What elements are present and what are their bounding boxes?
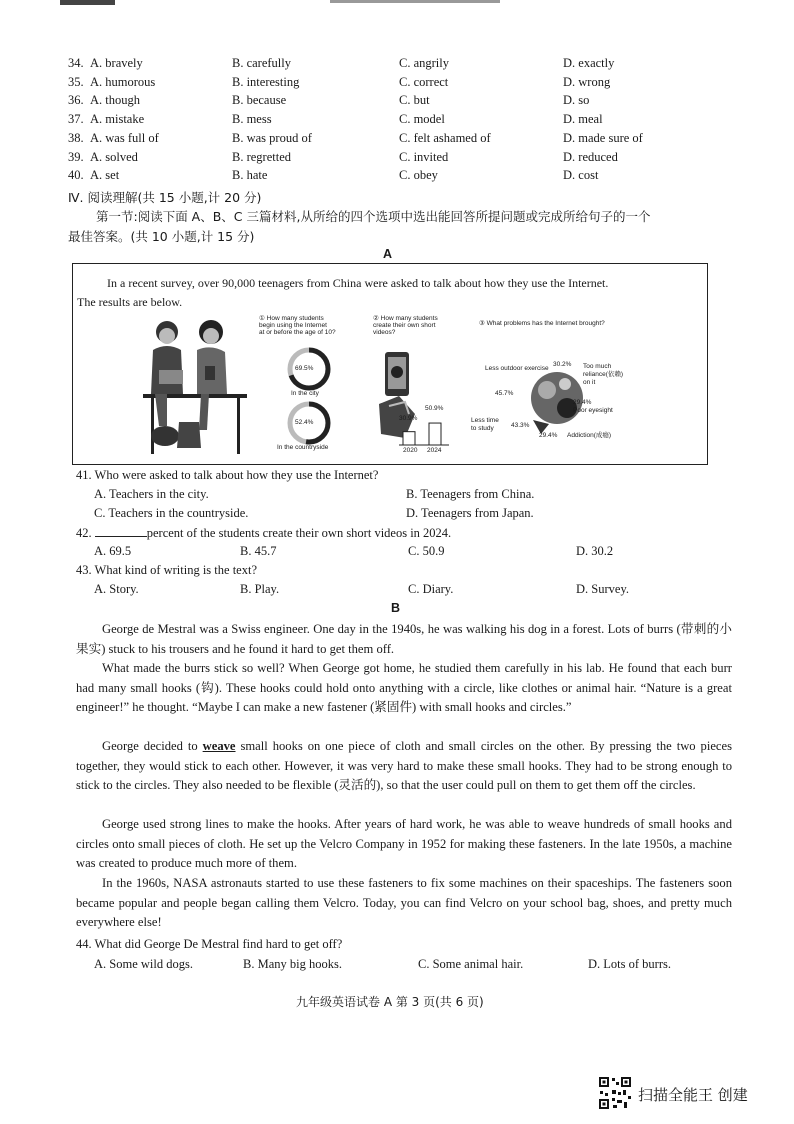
passage-b-paragraph-2: What made the burrs stick so well? When George got home, he studied them carefully in his lab. He found that each burr had many small hooks (钩). These hooks could hold onto anything with a circle, like clothes or animal hair. “Nature is a great engineer!” he thought. “Maybe I can make a new fastener (紧固件) with small hooks and circles.”: [76, 661, 732, 714]
q44-option-d[interactable]: D. Lots of burrs.: [588, 957, 671, 971]
option-c[interactable]: C. but: [399, 93, 430, 108]
problem-reliance-1: Too much: [583, 363, 612, 370]
option-b[interactable]: B. because: [232, 93, 287, 108]
q2-line2: create their own short: [373, 322, 436, 329]
q3-title: ③ What problems has the Internet brought?: [479, 320, 605, 327]
passage-b-paragraph-5: In the 1960s, NASA astronauts started to use these fasteners to fix some machines on their spaceships. The fasteners soon became popular and people began calling them Velcro. Today, you can find Velcro on your school bag, shoes, and pretty much everywhere else!: [76, 876, 732, 929]
option-a[interactable]: A. mistake: [90, 112, 145, 127]
option-b[interactable]: B. regretted: [232, 149, 292, 164]
q1-line3: at or before the age of 10?: [259, 329, 336, 336]
q43-option-b[interactable]: B. Play.: [240, 582, 280, 596]
option-d[interactable]: D. reduced: [563, 149, 618, 164]
city-percent: 69.5%: [295, 365, 314, 372]
question-row: [68, 168, 768, 187]
q43-option-c[interactable]: C. Diary.: [408, 582, 454, 596]
option-a[interactable]: A. though: [90, 93, 140, 108]
problem-reliance-3: on it: [583, 379, 596, 386]
value-addiction: 29.4%: [539, 432, 558, 439]
q42-option-a[interactable]: A. 69.5: [94, 544, 132, 558]
option-d[interactable]: D. exactly: [563, 56, 615, 70]
option-c[interactable]: C. model: [399, 112, 445, 127]
question-number: 36.: [68, 93, 84, 108]
option-d[interactable]: D. meal: [563, 112, 603, 127]
option-b[interactable]: B. was proud of: [232, 130, 312, 145]
survey-intro-2: The results are below.: [77, 295, 183, 309]
q43-stem: 43. What kind of writing is the text?: [76, 563, 257, 577]
problem-reliance-2: reliance(依赖): [583, 371, 624, 378]
q2-line1: ② How many students: [373, 315, 438, 322]
q44-stem: 44. What did George De Mestral find hard to get off?: [76, 937, 343, 951]
value-reliance: 30.2%: [553, 361, 572, 368]
survey-intro: In a recent survey, over 90,000 teenagers from China were asked to talk about how they use the Internet.: [107, 276, 609, 290]
countryside-percent: 52.4%: [295, 419, 314, 426]
question-number: 34.: [68, 56, 84, 70]
passage-b-paragraph-3: [76, 737, 732, 796]
option-c[interactable]: C. felt ashamed of: [399, 130, 491, 145]
value-eyesight: 29.4%: [573, 399, 592, 406]
question-number: 40.: [68, 168, 84, 183]
question-number: 38.: [68, 130, 84, 145]
short-video-bar-chart: [399, 422, 449, 446]
q42-option-b[interactable]: B. 45.7: [240, 544, 277, 558]
q44-option-c[interactable]: C. Some animal hair.: [418, 957, 524, 971]
section-title: Ⅳ. 阅读理解(共 15 小题,计 20 分): [68, 190, 262, 205]
passage-b-paragraph-4: George used strong lines to make the hooks. After years of hard work, he was able to weave hundreds of small hooks and circles onto small pieces of cloth. He set up the Velcro Company in 1952 for making these fasteners. In the late 1950s, a machine was created to produce much more of them.: [76, 817, 732, 870]
survey-box: [72, 263, 708, 465]
problem-addiction: Addiction(成瘾): [567, 432, 612, 439]
q2-line3: videos?: [373, 329, 396, 336]
option-d[interactable]: D. so: [563, 93, 590, 108]
q42-number: 42.: [76, 526, 92, 540]
q42-stem: percent of the students create their own short videos in 2024.: [146, 526, 452, 540]
question-row: [68, 75, 768, 94]
value-outdoor: 45.7%: [495, 390, 514, 397]
option-c[interactable]: C. obey: [399, 168, 438, 183]
problem-eyesight: Poor eyesight: [573, 407, 613, 414]
passage-a-label: A: [383, 247, 393, 261]
q41-option-d[interactable]: D. Teenagers from Japan.: [406, 506, 534, 520]
problem-outdoor: Less outdoor exercise: [485, 365, 549, 372]
option-d[interactable]: D. cost: [563, 168, 599, 183]
q43-option-d[interactable]: D. Survey.: [576, 582, 630, 596]
option-d[interactable]: D. made sure of: [563, 130, 643, 145]
question-number: 35.: [68, 74, 84, 89]
option-c[interactable]: C. invited: [399, 149, 449, 164]
scan-mark: [330, 0, 500, 3]
q41-option-b[interactable]: B. Teenagers from China.: [406, 487, 535, 501]
q41-option-a[interactable]: A. Teachers in the city.: [94, 487, 209, 501]
option-a[interactable]: A. set: [90, 168, 120, 183]
q42-option-c[interactable]: C. 50.9: [408, 544, 445, 558]
year-2020: 2020: [403, 447, 418, 454]
p3-post: small hooks on one piece of cloth and small circles on the other. By pressing the two pieces together, they would stick to each other. However, it was very hard to make these small hooks. They had to be strong enough to stick to the circles. They also needed to be flexible (灵活的), so that the user could pull on them to get them off the circles.: [76, 739, 732, 792]
option-b[interactable]: B. mess: [232, 112, 272, 127]
q43-option-a[interactable]: A. Story.: [94, 582, 139, 596]
section-instruction: 第一节:阅读下面 A、B、C 三篇材料,从所给的四个选项中选出能回答所提问题或完成所给句子的一个: [96, 209, 651, 224]
answer-blank[interactable]: [95, 525, 147, 537]
option-b[interactable]: B. hate: [232, 168, 268, 183]
q44-option-b[interactable]: B. Many big hooks.: [243, 957, 342, 971]
option-a[interactable]: A. was full of: [90, 130, 159, 145]
problem-study-2: to study: [471, 425, 494, 432]
p3-pre: George decided to: [102, 739, 203, 753]
question-number: 37.: [68, 112, 84, 127]
option-b[interactable]: B. interesting: [232, 74, 300, 89]
q1-line2: begin using the Internet: [259, 322, 327, 329]
option-a[interactable]: A. humorous: [90, 74, 156, 89]
option-b[interactable]: B. carefully: [232, 56, 292, 70]
value-study: 43.3%: [511, 422, 530, 429]
bar-2020-label: 30.9%: [399, 415, 418, 422]
teenagers-illustration: [139, 314, 251, 456]
passage-b-paragraph-1: George de Mestral was a Swiss engineer. One day in the 1940s, he was walking his dog in a forest. Lots of burrs (带刺的小果实) stuck to his trousers and he found it hard to get them off.: [76, 622, 732, 656]
question-row: [68, 112, 768, 131]
scanner-watermark: 扫描全能王 创建: [638, 1086, 748, 1104]
question-row: [68, 131, 768, 150]
countryside-label: In the countryside: [277, 444, 329, 451]
scan-mark: [60, 0, 115, 5]
question-row: [68, 150, 768, 169]
city-label: In the city: [291, 390, 319, 397]
page-footer: 九年级英语试卷 A 第 3 页(共 6 页): [296, 995, 484, 1009]
section-instruction-2: 最佳答案。(共 10 小题,计 15 分): [68, 229, 255, 244]
q41-stem: 41. Who were asked to talk about how they use the Internet?: [76, 468, 379, 482]
passage-b-label: B: [391, 601, 401, 615]
year-2024: 2024: [427, 447, 442, 454]
question-number: 39.: [68, 149, 84, 164]
option-c[interactable]: C. correct: [399, 74, 449, 89]
problem-study-1: Less time: [471, 417, 499, 424]
option-c[interactable]: C. angrily: [399, 56, 449, 70]
q42-stem-line: [76, 525, 451, 541]
option-d[interactable]: D. wrong: [563, 74, 611, 89]
option-a[interactable]: A. bravely: [90, 56, 143, 70]
bar-2024-label: 50.9%: [425, 405, 444, 412]
question-row: [68, 56, 768, 75]
qr-code-icon: [598, 1076, 632, 1110]
option-a[interactable]: A. solved: [90, 149, 138, 164]
q44-option-a[interactable]: A. Some wild dogs.: [94, 957, 193, 971]
q42-option-d[interactable]: D. 30.2: [576, 544, 614, 558]
question-row: [68, 93, 768, 112]
q41-option-c[interactable]: C. Teachers in the countryside.: [94, 506, 249, 520]
underlined-word-weave: weave: [202, 739, 236, 753]
q1-line1: ① How many students: [259, 315, 324, 322]
